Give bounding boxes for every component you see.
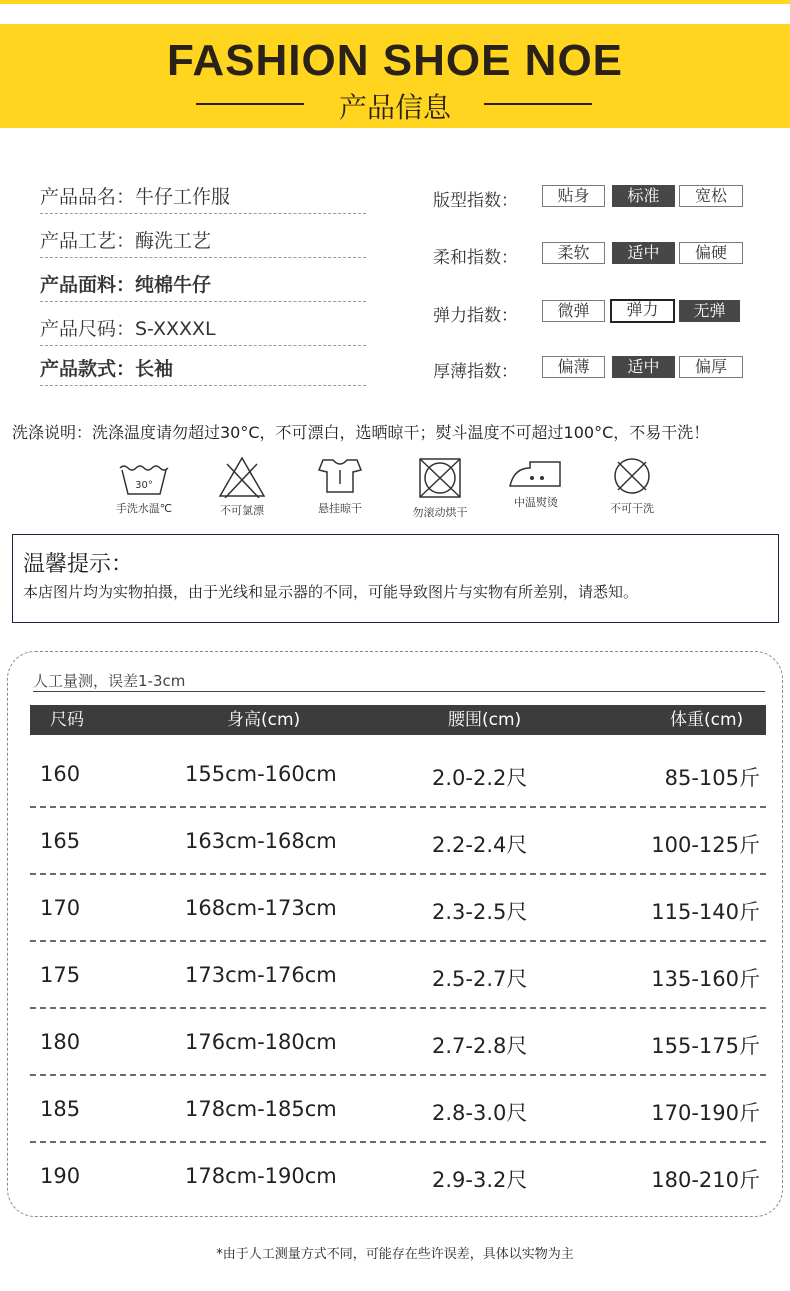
hang-dry-label: 悬挂晾干	[318, 502, 362, 515]
cell-waist: 2.5-2.7尺	[432, 967, 528, 991]
table-row	[30, 807, 766, 873]
cell-waist: 2.8-3.0尺	[432, 1101, 528, 1125]
cell-weight: 180-210斤	[651, 1168, 760, 1192]
softness-option-stiff: 偏硬	[679, 242, 743, 264]
no-bleach-label: 不可氯漂	[220, 504, 264, 517]
table-row	[30, 874, 766, 940]
cell-weight: 155-175斤	[651, 1034, 760, 1058]
cell-size: 175	[40, 963, 81, 987]
thickness-option-thick: 偏厚	[679, 356, 743, 378]
cell-height: 178cm-190cm	[185, 1164, 337, 1188]
cell-weight: 100-125斤	[651, 833, 760, 857]
measure-note-rule	[33, 691, 765, 692]
fit-option-slim: 贴身	[542, 185, 605, 207]
no-tumble-dry-label: 勿滚动烘干	[412, 506, 468, 519]
hand-wash-label: 手洗水温℃	[115, 502, 173, 515]
stretch-option-slight: 微弹	[542, 300, 605, 322]
no-tumble-dry-icon	[390, 456, 490, 520]
cell-size: 180	[40, 1030, 81, 1054]
cell-height: 176cm-180cm	[185, 1030, 337, 1054]
stretch-index-label: 弹力指数：	[433, 306, 518, 326]
size-table-header	[30, 705, 766, 735]
section-subtitle: 产品信息	[338, 91, 451, 124]
thickness-option-medium: 适中	[612, 356, 675, 378]
table-row	[30, 1075, 766, 1141]
softness-option-medium: 适中	[612, 242, 675, 264]
fit-option-loose: 宽松	[679, 185, 743, 207]
info-craft: 产品工艺：酶洗工艺	[40, 226, 366, 258]
no-dry-clean-icon	[582, 456, 682, 516]
no-bleach-icon	[192, 456, 292, 518]
cell-weight: 135-160斤	[651, 967, 760, 991]
cell-height: 168cm-173cm	[185, 896, 337, 920]
cell-size: 165	[40, 829, 81, 853]
fit-index-label: 版型指数：	[433, 191, 518, 211]
brand-title: FASHION SHOE NOE	[166, 36, 624, 85]
cell-waist: 2.3-2.5尺	[432, 900, 528, 924]
wash-instructions: 洗涤说明：洗涤温度请勿超过30°C，不可漂白，选晒晾干；熨斗温度不可超过100°C，不易干洗！	[12, 423, 710, 442]
softness-index-label: 柔和指数：	[433, 248, 518, 268]
hang-dry-icon	[290, 456, 390, 516]
cell-waist: 2.0-2.2尺	[432, 766, 528, 790]
cell-height: 155cm-160cm	[185, 762, 337, 786]
thickness-index-label: 厚薄指数：	[433, 362, 518, 382]
table-row	[30, 941, 766, 1007]
hand-wash-temp: 30°	[135, 480, 153, 491]
cell-waist: 2.9-3.2尺	[432, 1168, 528, 1192]
cell-size: 170	[40, 896, 81, 920]
medium-iron-label: 中温熨烫	[514, 496, 558, 509]
tip-title: 温馨提示：	[23, 552, 134, 577]
cell-height: 173cm-176cm	[185, 963, 337, 987]
info-size: 产品尺码：S-XXXXL	[40, 314, 366, 346]
cell-weight: 85-105斤	[664, 766, 760, 790]
footnote: *由于人工测量方式不同，可能存在些许误差，具体以实物为主	[216, 1247, 574, 1262]
table-row	[30, 1142, 766, 1208]
info-style: 产品款式：长袖	[40, 354, 366, 386]
measure-note: 人工量测，误差1-3cm	[33, 672, 186, 690]
info-fabric: 产品面料：纯棉牛仔	[40, 270, 366, 302]
cell-waist: 2.2-2.4尺	[432, 833, 528, 857]
cell-size: 185	[40, 1097, 81, 1121]
cell-height: 178cm-185cm	[185, 1097, 337, 1121]
stretch-option-none: 无弹	[679, 300, 740, 322]
subtitle-rule-right	[484, 103, 592, 105]
hand-wash-icon	[94, 456, 194, 516]
softness-option-soft: 柔软	[542, 242, 605, 264]
info-name: 产品品名：牛仔工作服	[40, 182, 366, 214]
header-height: 身高(cm)	[227, 710, 301, 730]
cell-weight: 115-140斤	[651, 900, 760, 924]
cell-size: 190	[40, 1164, 81, 1188]
thickness-option-thin: 偏薄	[542, 356, 605, 378]
fit-option-standard: 标准	[612, 185, 675, 207]
cell-height: 163cm-168cm	[185, 829, 337, 853]
tip-box	[12, 534, 779, 623]
top-accent-line	[0, 0, 790, 4]
tip-text: 本店图片均为实物拍摄，由于光线和显示器的不同，可能导致图片与实物有所差别，请悉知。	[23, 583, 639, 601]
header-waist: 腰围(cm)	[448, 710, 522, 730]
stretch-option-stretch: 弹力	[610, 299, 675, 323]
no-dry-clean-label: 不可干洗	[610, 502, 654, 515]
cell-weight: 170-190斤	[651, 1101, 760, 1125]
cell-size: 160	[40, 762, 81, 786]
table-row	[30, 740, 766, 806]
medium-iron-icon	[486, 456, 586, 510]
table-row	[30, 1008, 766, 1074]
header-weight: 体重(cm)	[670, 710, 744, 730]
cell-waist: 2.7-2.8尺	[432, 1034, 528, 1058]
header-size: 尺码	[50, 710, 84, 730]
